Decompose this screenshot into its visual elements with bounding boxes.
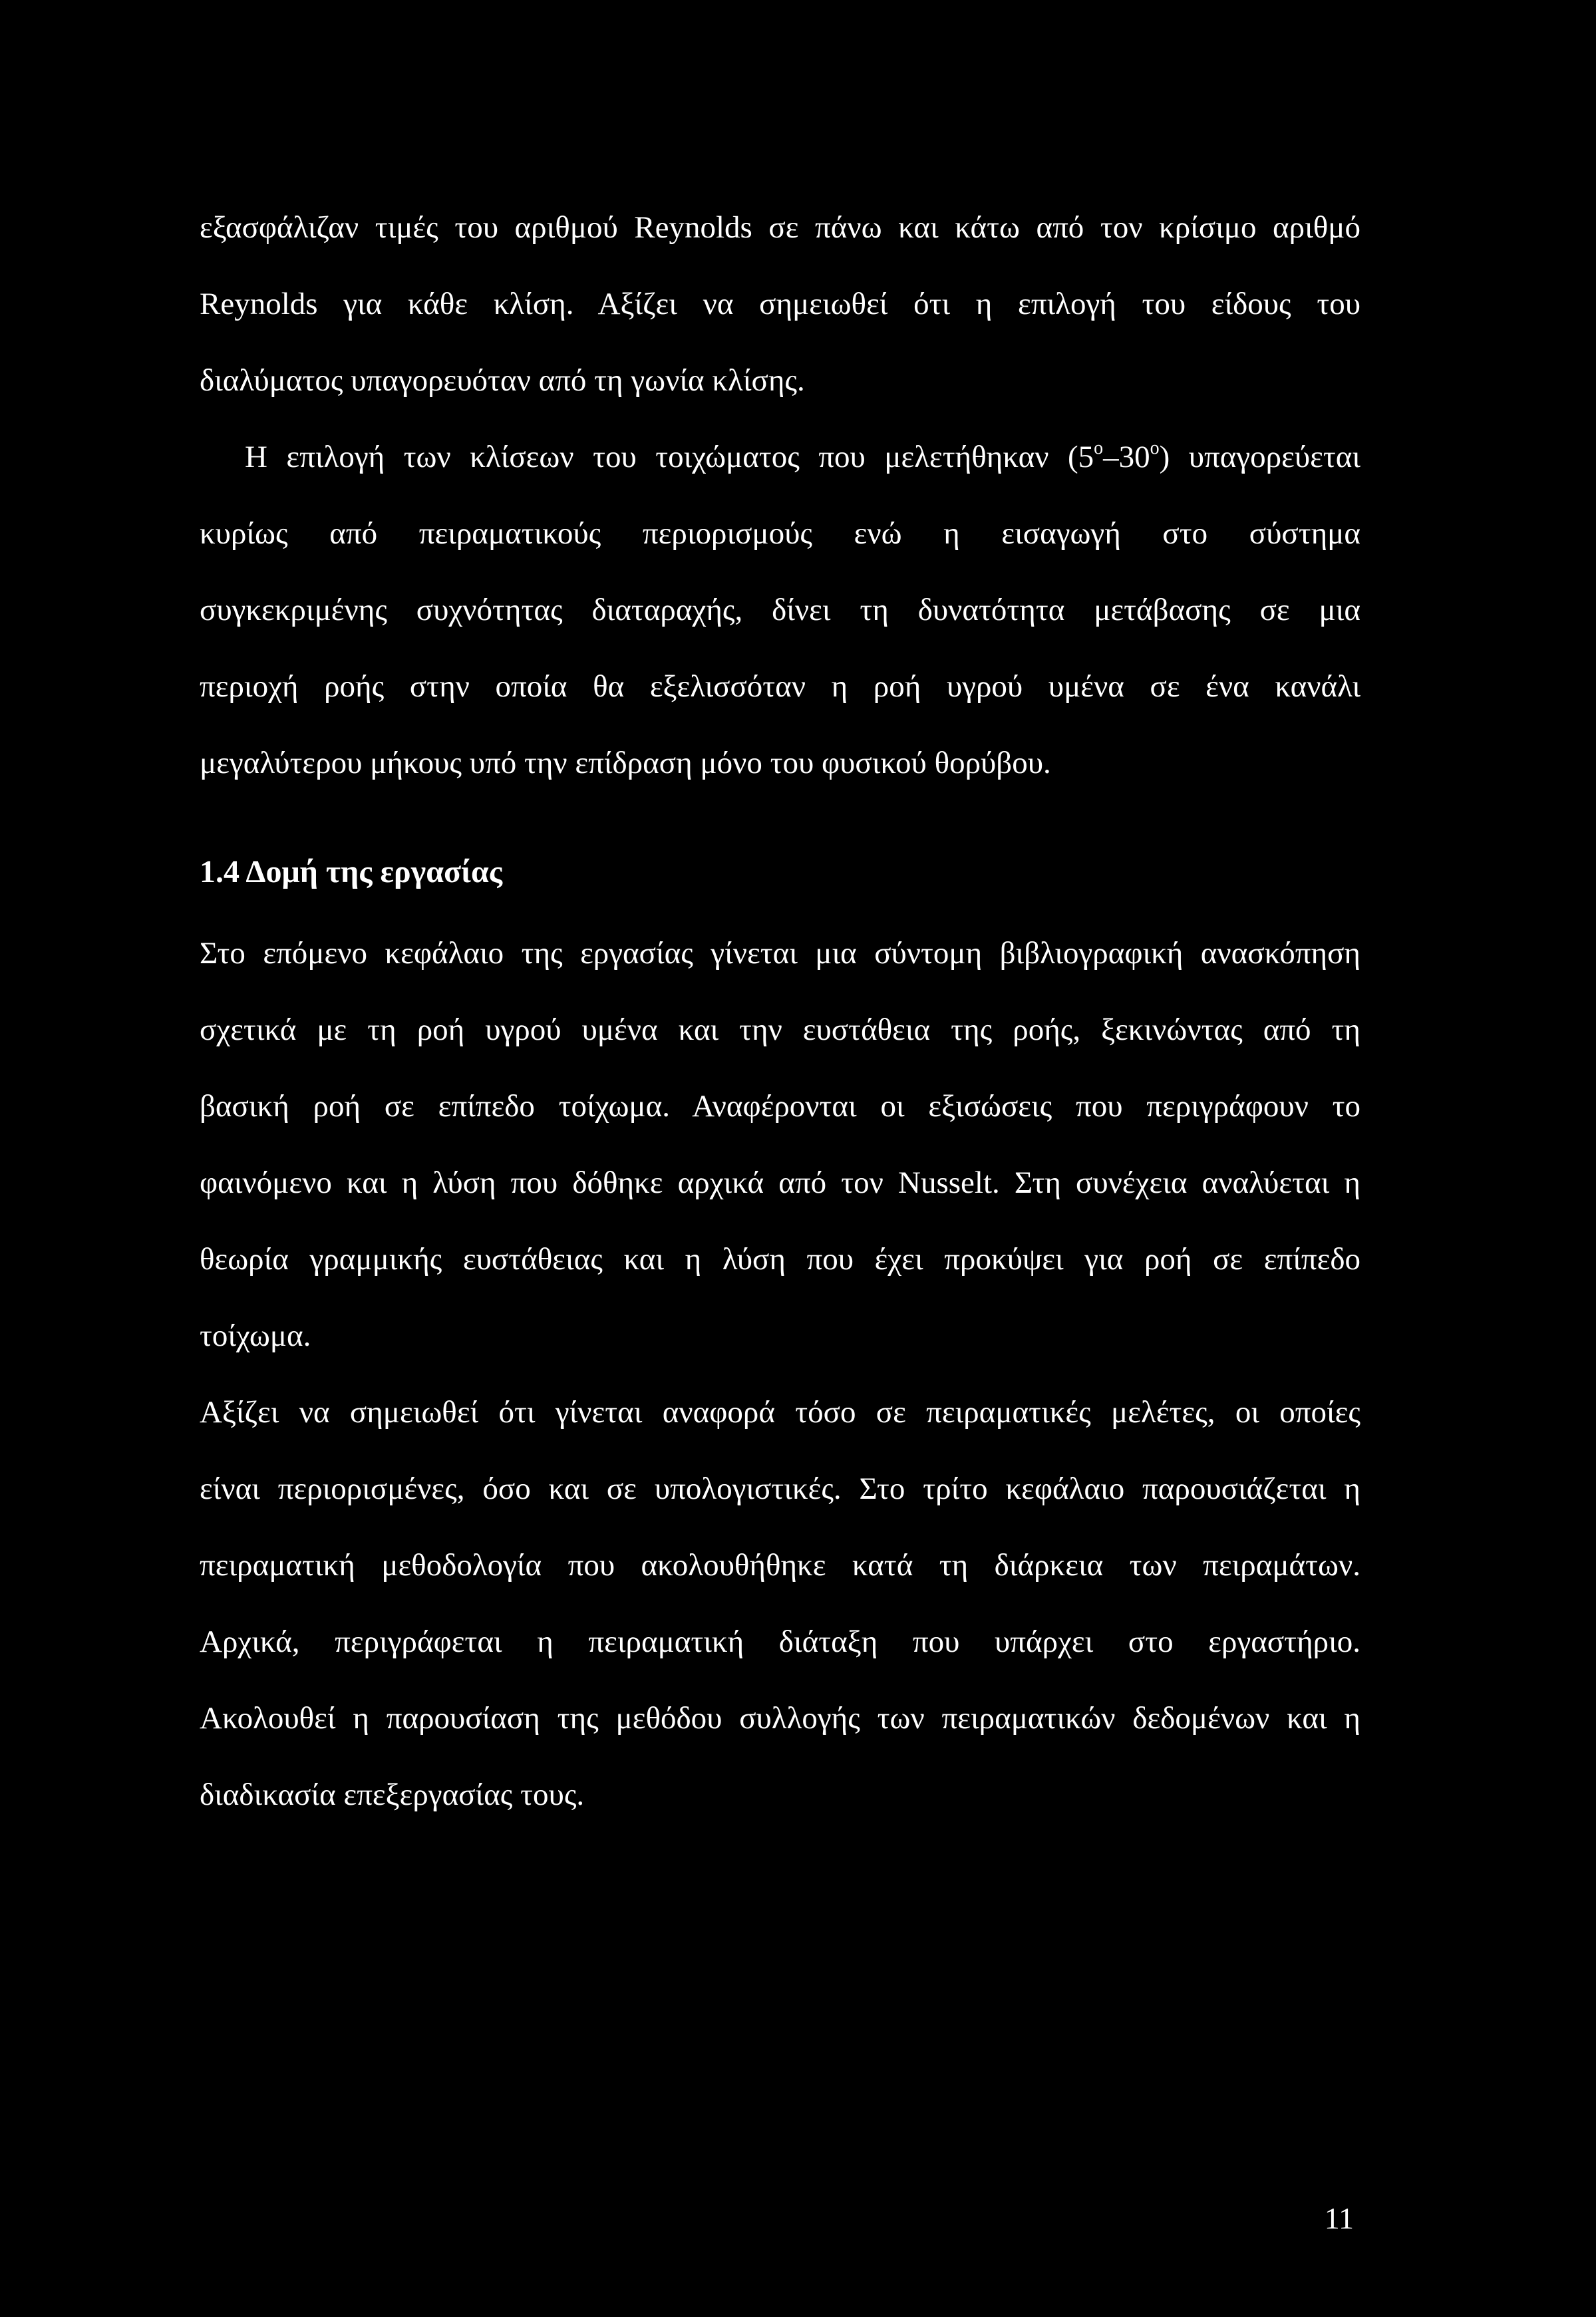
section-heading: 1.4 Δομή της εργασίας [200, 854, 503, 889]
degree-superscript: ο [1094, 438, 1104, 458]
paragraph [200, 190, 1360, 419]
text-line: βασική ροή σε επίπεδο τοίχωμα. Αναφέρονται οι εξισώσεις που περιγράφουν το [200, 1089, 1360, 1124]
text-line: περιοχή ροής στην οποία θα εξελισσόταν η ροή υγρού υμένα σε ένα κανάλι [200, 669, 1360, 704]
text-line: Αρχικά, περιγράφεται η πειραματική διάταξη που υπάρχει στο εργαστήριο. [200, 1624, 1360, 1659]
text-span: –30 [1103, 440, 1150, 474]
text-line: σχετικά με τη ροή υγρού υμένα και την ευστάθεια της ροής, ξεκινώντας από τη [200, 1012, 1360, 1047]
document-body [200, 190, 1360, 1833]
text-line: διαδικασία επεξεργασίας τους. [200, 1777, 585, 1812]
text-line: μεγαλύτερου μήκους υπό την επίδραση μόνο του φυσικού θορύβου. [200, 746, 1051, 780]
text-line: Στο επόμενο κεφάλαιο της εργασίας γίνεται μια σύντομη βιβλιογραφική ανασκόπηση [200, 936, 1360, 971]
text-line: φαινόμενο και η λύση που δόθηκε αρχικά από τον Nusselt. Στη συνέχεια αναλύεται η [200, 1165, 1360, 1200]
text-line [200, 419, 1360, 496]
text-line: πειραματική μεθοδολογία που ακολουθήθηκε κατά τη διάρκεια των πειραμάτων. [200, 1548, 1360, 1583]
paragraph [200, 1374, 1360, 1833]
text-line: εξασφάλιζαν τιμές του αριθμού Reynolds σε πάνω και κάτω από τον κρίσιμο αριθμό [200, 210, 1360, 245]
text-line: Ακολουθεί η παρουσίαση της μεθόδου συλλογής των πειραματικών δεδομένων και η [200, 1701, 1360, 1736]
text-line: κυρίως από πειραματικούς περιορισμούς ενώ η εισαγωγή στο σύστημα [200, 516, 1360, 551]
text-line: διαλύματος υπαγορευόταν από τη γωνία κλίσης. [200, 363, 805, 398]
text-span: Η επιλογή των κλίσεων του τοιχώματος που μελετήθηκαν (5 [245, 440, 1094, 474]
text-line: συγκεκριμένης συχνότητας διαταραχής, δίνει τη δυνατότητα μετάβασης σε μια [200, 593, 1360, 627]
text-span: ) υπαγορεύεται [1159, 440, 1360, 474]
text-line: Reynolds για κάθε κλίση. Αξίζει να σημειωθεί ότι η επιλογή του είδους του [200, 287, 1360, 321]
text-line: τοίχωμα. [200, 1318, 311, 1353]
paragraph [200, 915, 1360, 1374]
page-number: 11 [1324, 2201, 1354, 2235]
text-line: είναι περιορισμένες, όσο και σε υπολογιστικές. Στο τρίτο κεφάλαιο παρουσιάζεται η [200, 1471, 1360, 1506]
paragraph [200, 419, 1360, 802]
degree-superscript: ο [1150, 438, 1160, 458]
text-line: θεωρία γραμμικής ευστάθειας και η λύση που έχει προκύψει για ροή σε επίπεδο [200, 1242, 1360, 1277]
text-line: Αξίζει να σημειωθεί ότι γίνεται αναφορά τόσο σε πειραματικές μελέτες, οι οποίες [200, 1395, 1360, 1430]
